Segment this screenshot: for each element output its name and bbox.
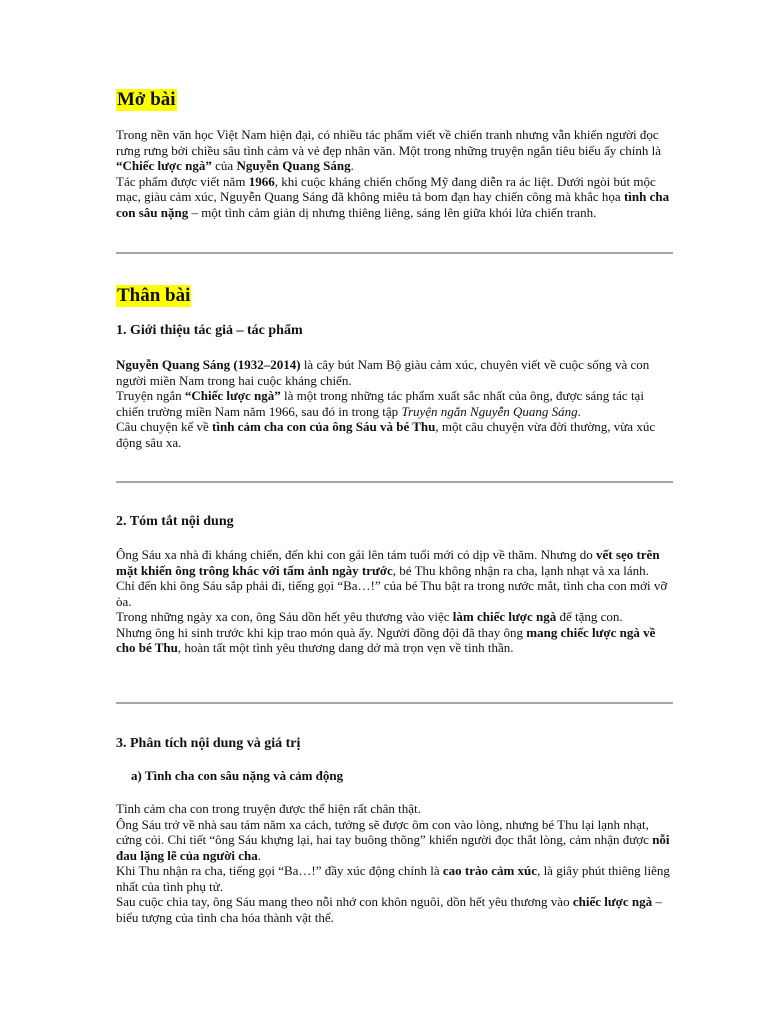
section-2-title: 2. Tóm tắt nội dung [116,514,234,529]
section-1-paragraph-1: Nguyễn Quang Sáng (1932–2014) là cây bút Nam Bộ giàu cảm xúc, chuyên viết về cuộc sống và con người miền Nam trong hai cuộc kháng chiến. [116,357,650,388]
intro-heading-block [116,89,673,111]
section-1-title: 1. Giới thiệu tác giả – tác phẩm [116,323,303,338]
section-3-title: 3. Phân tích nội dung và giá trị [116,736,301,751]
section-3-paragraph-4: Sau cuộc chia tay, ông Sáu mang theo nỗi nhớ con khôn nguôi, dồn hết yêu thương vào chiếc lược ngà – biểu tượng của tình cha hóa thành vật thể. [116,894,662,925]
intro-paragraph-1: Trong nền văn học Việt Nam hiện đại, có nhiều tác phẩm viết về chiến tranh nhưng vẫn khiến người đọc rưng rưng bởi chiều sâu tình cảm và vẻ đẹp nhân văn. Một trong những truyện ngắn tiêu biểu ấy chính là “Chiếc lược ngà” của Nguyễn Quang Sáng. [116,127,661,173]
body-heading: Thân bài [117,285,191,306]
section-1-paragraph-3: Câu chuyện kể về tình cảm cha con của ông Sáu và bé Thu, một câu chuyện vừa đời thường, vừa xúc động sâu xa. [116,419,656,450]
section-divider [116,252,673,254]
section-divider [116,702,673,704]
section-3a-subtitle: a) Tình cha con sâu nặng và cảm động [131,768,344,783]
section-3-title-block [116,736,673,752]
section-3-content [116,801,673,925]
section-1-content [116,357,673,450]
intro-heading: Mở bài [117,89,176,110]
section-2-content [116,547,673,656]
section-1-title-block [116,323,673,339]
section-2-paragraph-2: Chỉ đến khi ông Sáu sắp phải đi, tiếng gọi “Ba…!” của bé Thu bật ra trong nước mắt, tình cha con mới vỡ òa. [116,578,668,609]
section-3a-subtitle-block [116,768,673,784]
intro-section [116,127,673,220]
section-2-title-block [116,514,673,530]
section-1-paragraph-2: Truyện ngắn “Chiếc lược ngà” là một trong những tác phẩm xuất sắc nhất của ông, được sáng tác tại chiến trường miền Nam năm 1966, sau đó in trong tập Truyện ngắn Nguyễn Quang Sáng. [116,388,644,419]
section-3-paragraph-1: Tình cảm cha con trong truyện được thể hiện rất chân thật. [116,801,421,816]
body-heading-block [116,285,673,307]
section-2-paragraph-1: Ông Sáu xa nhà đi kháng chiến, đến khi con gái lên tám tuổi mới có dịp về thăm. Nhưng do vết sẹo trên mặt khiến ông trông khác với tấm ảnh ngày trước, bé Thu không nhận ra cha, lạnh nhạt và xa lánh. [116,547,660,578]
section-2-paragraph-3: Trong những ngày xa con, ông Sáu dồn hết yêu thương vào việc làm chiếc lược ngà để tặng con. [116,609,623,624]
section-2-paragraph-4: Nhưng ông hi sinh trước khi kịp trao món quà ấy. Người đồng đội đã thay ông mang chiếc lược ngà về cho bé Thu, hoàn tất một tình yêu thương dang dở mà trọn vẹn về tinh thần. [116,624,656,655]
section-divider [116,481,673,483]
intro-paragraph-2: Tác phẩm được viết năm 1966, khi cuộc kháng chiến chống Mỹ đang diễn ra ác liệt. Dưới ngòi bút mộc mạc, giàu cảm xúc, Nguyễn Quang Sáng đã không miêu tả bom đạn hay chiến công mà khắc họa tình cha con sâu nặng – một tình cảm giản dị nhưng thiêng liêng, sáng lên giữa khói lửa chiến tranh. [116,173,670,220]
section-3-paragraph-2: Ông Sáu trở về nhà sau tám năm xa cách, tưởng sẽ được ôm con vào lòng, nhưng bé Thu lại lạnh nhạt, cứng cỏi. Chi tiết “ông Sáu khựng lại, hai tay buông thõng” khiến người đọc thắt lòng, cảm nhận được nỗi đau lặng lẽ của người cha. [116,816,670,863]
section-3-paragraph-3: Khi Thu nhận ra cha, tiếng gọi “Ba…!” đầy xúc động chính là cao trào cảm xúc, là giây phút thiêng liêng nhất của tình phụ tử. [116,863,670,894]
